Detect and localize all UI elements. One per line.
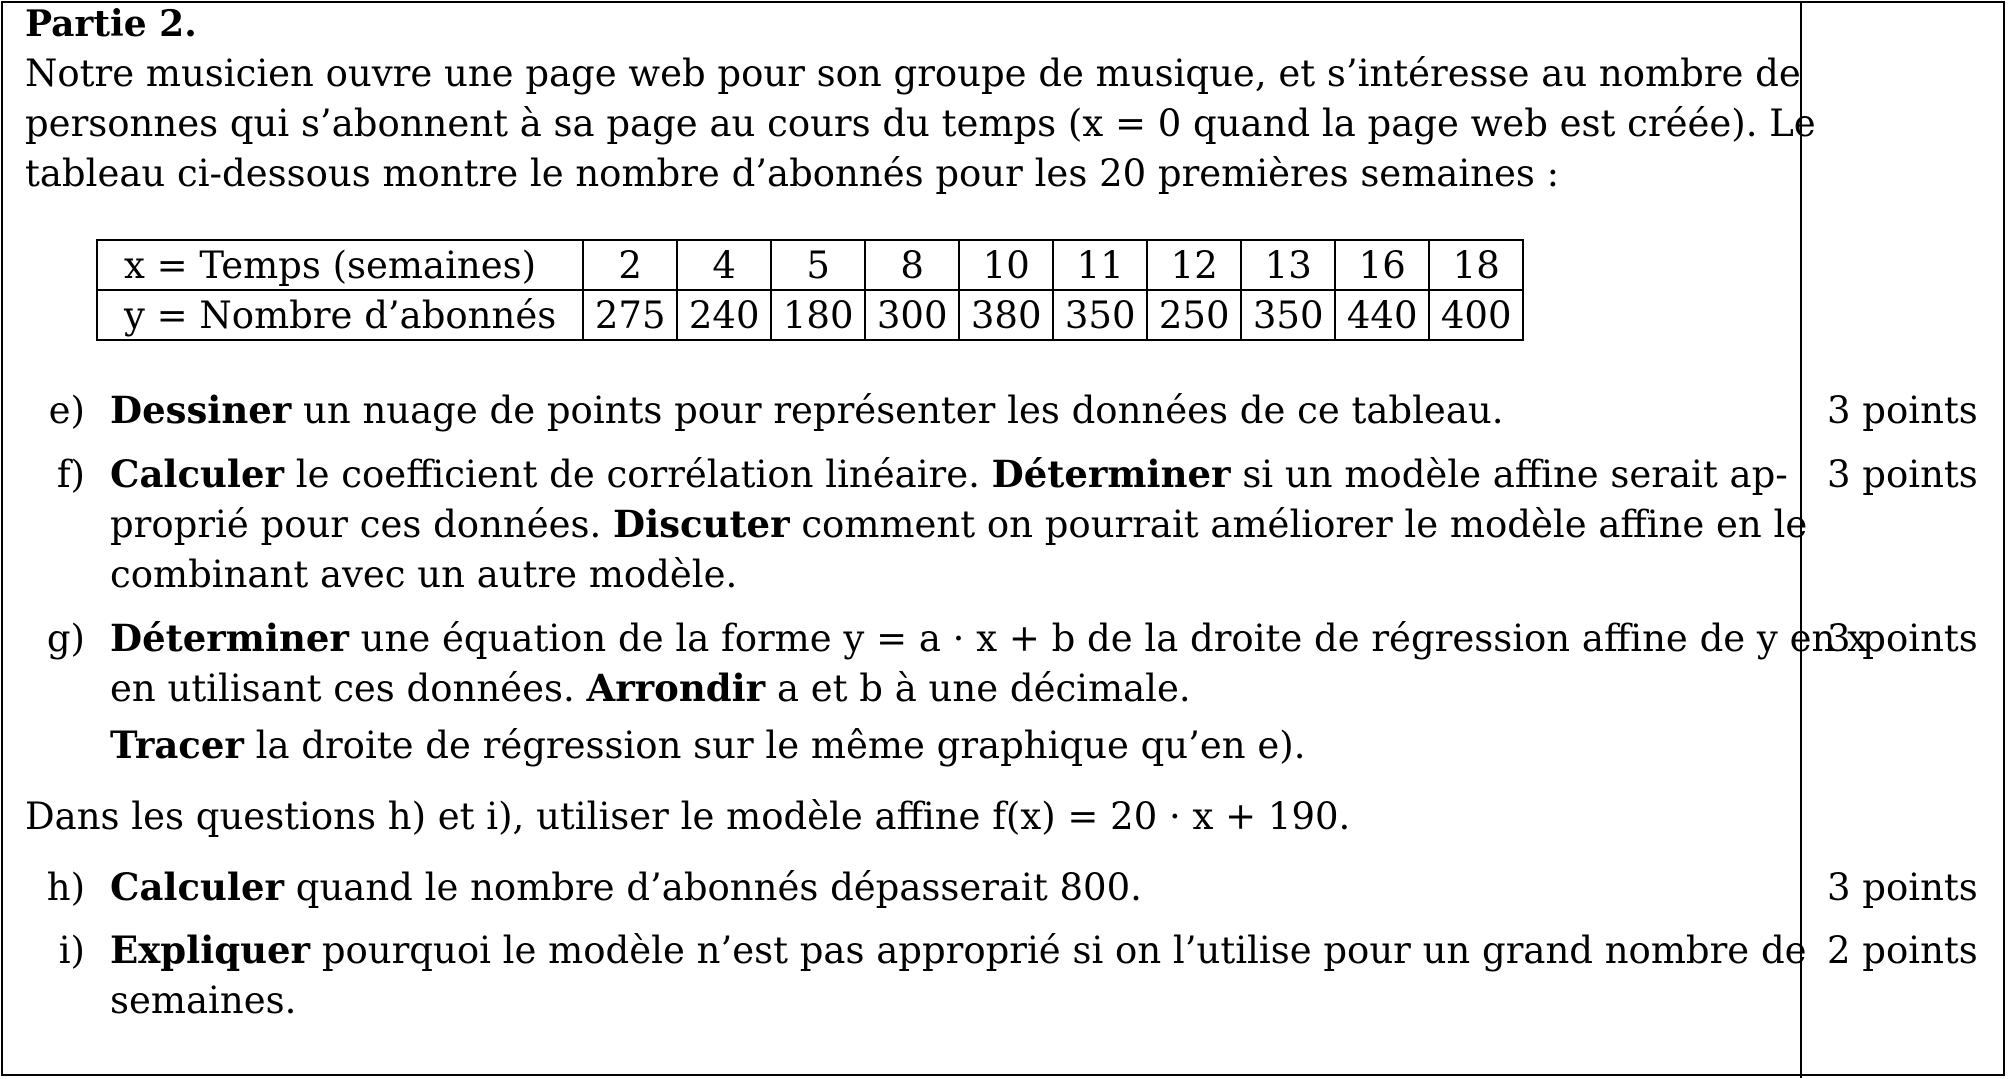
question-i-body: pourquoi le modèle n’est pas approprié si on l’utilise pour un grand nombre de xyxy=(310,929,1807,972)
table-cell: 4 xyxy=(677,240,771,290)
question-g-text-3: a et b à une décimale. xyxy=(765,667,1191,710)
question-f-text-1: le coefficient de corrélation linéaire. xyxy=(284,453,992,496)
question-h-points: 3 points xyxy=(1827,866,1978,909)
table-cell: 400 xyxy=(1429,290,1523,340)
question-g-text-1: une équation de la forme y = a · x + b de la droite de régression affine de y en x xyxy=(348,617,1868,660)
table-header-x: x = Temps (semaines) xyxy=(97,240,583,290)
intro-line-2: personnes qui s’abonnent à sa page au cours du temps (x = 0 quand la page web est créée). Le xyxy=(25,102,1816,145)
question-f-label: f) xyxy=(56,453,85,496)
question-g-text-4: la droite de régression sur le même graphique qu’en e). xyxy=(243,724,1306,767)
question-g-label: g) xyxy=(46,617,85,660)
table-cell: 13 xyxy=(1241,240,1335,290)
question-f-verb-2: Déterminer xyxy=(991,452,1231,496)
model-note: Dans les questions h) et i), utiliser le modèle affine f(x) = 20 · x + 190. xyxy=(25,795,1351,838)
question-f-line-1 xyxy=(110,452,1788,496)
question-f-points: 3 points xyxy=(1827,453,1978,496)
table-cell: 5 xyxy=(771,240,865,290)
table-cell: 11 xyxy=(1053,240,1147,290)
question-f-line-2 xyxy=(110,502,1808,546)
question-e-text xyxy=(110,388,1504,432)
question-h-body: quand le nombre d’abonnés dépasserait 800. xyxy=(284,866,1142,909)
question-i-line-1 xyxy=(110,928,1807,972)
table-cell: 350 xyxy=(1241,290,1335,340)
question-e-points: 3 points xyxy=(1827,389,1978,432)
question-g-line-1 xyxy=(110,616,1868,660)
question-i-points: 2 points xyxy=(1827,929,1978,972)
table-cell: 2 xyxy=(583,240,677,290)
table-cell: 240 xyxy=(677,290,771,340)
question-f-verb-1: Calculer xyxy=(110,452,284,496)
question-g-verb-1: Déterminer xyxy=(110,616,349,660)
question-i-verb: Expliquer xyxy=(110,928,311,972)
question-e-label: e) xyxy=(48,389,85,432)
question-e-body: un nuage de points pour représenter les données de ce tableau. xyxy=(291,389,1504,432)
data-table xyxy=(96,239,1524,341)
question-g-text-2: en utilisant ces données. xyxy=(110,667,587,710)
intro-line-3: tableau ci-dessous montre le nombre d’abonnés pour les 20 premières semaines : xyxy=(25,152,1560,195)
intro-line-1: Notre musicien ouvre une page web pour son groupe de musique, et s’intéresse au nombre de xyxy=(25,52,1801,95)
question-i-label: i) xyxy=(58,929,85,972)
question-f-line-3: combinant avec un autre modèle. xyxy=(110,553,738,596)
question-f-text-2: si un modèle affine serait ap- xyxy=(1230,453,1788,496)
table-cell: 440 xyxy=(1335,290,1429,340)
table-header-y: y = Nombre d’abonnés xyxy=(97,290,583,340)
table-cell: 180 xyxy=(771,290,865,340)
table-row-x xyxy=(97,240,1523,290)
question-g-line-3 xyxy=(110,723,1306,767)
question-f-text-4: comment on pourrait améliorer le modèle affine en le xyxy=(789,503,1808,546)
table-cell: 10 xyxy=(959,240,1053,290)
table-row-y xyxy=(97,290,1523,340)
question-g-verb-2: Arrondir xyxy=(586,666,766,710)
question-f-text-3: proprié pour ces données. xyxy=(110,503,614,546)
table-cell: 16 xyxy=(1335,240,1429,290)
table-cell: 275 xyxy=(583,290,677,340)
table-cell: 380 xyxy=(959,290,1053,340)
question-h-text xyxy=(110,865,1142,909)
question-f-verb-3: Discuter xyxy=(613,502,790,546)
question-e-verb: Dessiner xyxy=(110,388,292,432)
table-cell: 250 xyxy=(1147,290,1241,340)
table-cell: 300 xyxy=(865,290,959,340)
question-i-line-2: semaines. xyxy=(110,979,297,1022)
table-cell: 12 xyxy=(1147,240,1241,290)
table-cell: 18 xyxy=(1429,240,1523,290)
question-g-line-2 xyxy=(110,666,1191,710)
table-cell: 350 xyxy=(1053,290,1147,340)
table-cell: 8 xyxy=(865,240,959,290)
section-title: Partie 2. xyxy=(25,3,197,45)
question-g-verb-3: Tracer xyxy=(110,723,244,767)
question-h-verb: Calculer xyxy=(110,865,284,909)
question-g-points: 3 points xyxy=(1827,617,1978,660)
question-h-label: h) xyxy=(46,866,85,909)
